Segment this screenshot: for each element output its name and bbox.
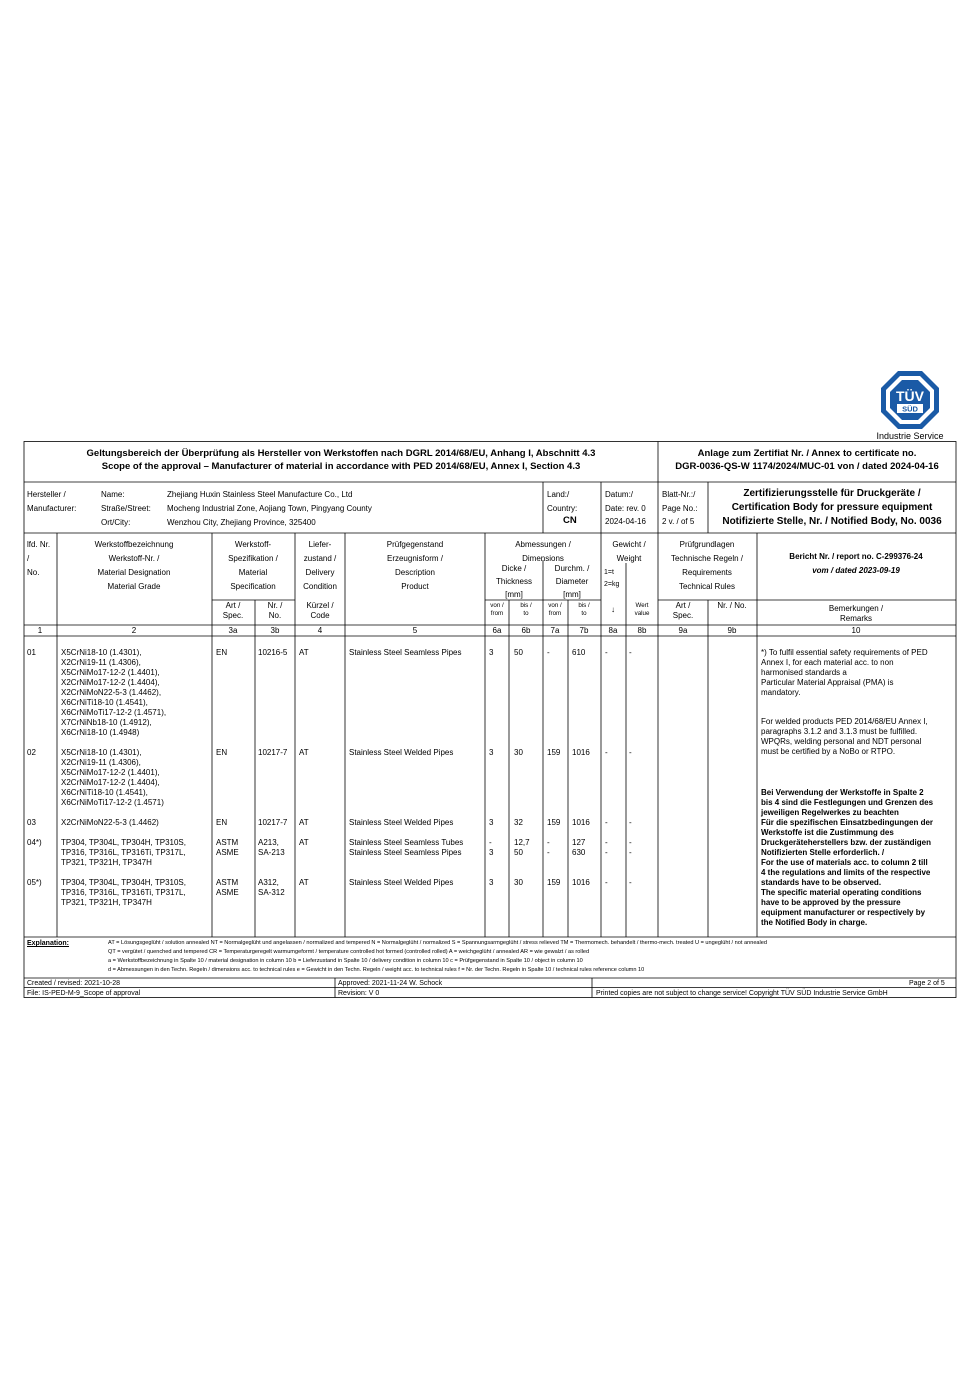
footer-page: Page 2 of 5 bbox=[909, 980, 945, 987]
row-diameter-to: 1016 bbox=[572, 748, 590, 757]
row-product: Stainless Steel Welded Pipes bbox=[349, 878, 454, 887]
manufacturer-field-labels: Name: Straße/Street: Ort/City: bbox=[101, 490, 151, 527]
header-lfd-nr: lfd. Nr. / No. bbox=[27, 540, 51, 577]
header-product: Prüfgegenstand Erzeugnisform / Description Product bbox=[386, 540, 444, 591]
row-spec-art: EN bbox=[216, 818, 228, 827]
row-no: 04*) bbox=[27, 838, 42, 847]
colnum: 7a bbox=[550, 626, 560, 635]
annex-line1: Anlage zum Zertifiat Nr. / Annex to certificate no. bbox=[697, 448, 917, 459]
row-thickness-from: 3 bbox=[489, 818, 494, 827]
row-spec-art: ASTM ASME bbox=[216, 838, 239, 857]
row-material: TP304, TP304L, TP304H, TP310S, TP316, TP316L, TP316Ti, TP317L, TP321, TP321H, TP347H bbox=[61, 878, 186, 907]
logo-caption: Industrie Service bbox=[876, 431, 944, 441]
header-specification: Werkstoff- Spezifikation / Material Specification bbox=[228, 540, 278, 591]
row-diameter-to: 1016 bbox=[572, 818, 590, 827]
row-spec-nr: A312, SA-312 bbox=[258, 878, 285, 897]
row-thickness-from: 3 bbox=[489, 878, 494, 887]
explanation-label: Explanation: bbox=[27, 940, 70, 947]
row-delivery-code: AT bbox=[299, 748, 309, 757]
colnum: 8b bbox=[637, 626, 647, 635]
explanation-line: AT = Lösungsgeglüht / solution annealed NT = Normalgeglüht und angelassen / normalized and tempered N = Normalgeglüht / normalized S = Spannungsarmgeglüht / stress relieved TM = Thermomech. behandelt / thermo-mech. treated U = ungeglüht / not annealed bbox=[108, 940, 768, 946]
country-value: CN bbox=[563, 515, 577, 526]
colnum: 10 bbox=[851, 626, 861, 635]
footer-created: Created / revised: 2021-10-28 bbox=[27, 980, 120, 987]
row-delivery-code: AT bbox=[299, 648, 309, 657]
row-no: 01 bbox=[27, 648, 36, 657]
row-delivery-code: AT bbox=[299, 838, 309, 847]
header-thickness: Dicke / Thickness [mm] bbox=[495, 564, 533, 599]
row-thickness-to: 30 bbox=[514, 878, 523, 887]
row-thickness-to: 50 bbox=[514, 648, 523, 657]
header-diameter-to: bis / to bbox=[578, 602, 590, 617]
page-value: 2 v. / of 5 bbox=[662, 517, 695, 526]
header-report-date: vom / dated 2023-09-19 bbox=[812, 566, 900, 575]
header-spec-nr: Nr. / No. bbox=[267, 601, 283, 620]
colnum: 3b bbox=[270, 626, 280, 635]
explanation-line: a = Werkstoffbezeichnung in Spalte 10 / material designation in column 10 b = Lieferzustand in Spalte 10 / delivery condition in column 10 c = Prüfgegenstand in Spalte 10 / object in column 10 bbox=[108, 958, 583, 964]
row-no: 05*) bbox=[27, 878, 42, 887]
row-weight-unit: - bbox=[605, 748, 608, 757]
header-delivery-code: Kürzel / Code bbox=[306, 601, 334, 620]
footer-revision: Revision: V 0 bbox=[338, 989, 380, 997]
row-delivery-code: AT bbox=[299, 818, 309, 827]
page-label: Blatt-Nr.:/ Page No.: bbox=[662, 490, 698, 513]
footer-copyright: Printed copies are not subject to change service! Copyright TÜV SÜD Industrie Service GmbH bbox=[596, 989, 888, 997]
row-thickness-to: 30 bbox=[514, 748, 523, 757]
row-weight-unit: - bbox=[605, 878, 608, 887]
title-de: Geltungsbereich der Überprüfung als Hersteller von Werkstoffen nach DGRL 2014/68/EU, Anhang I, Abschnitt 4.3 bbox=[86, 448, 596, 459]
colnum: 8a bbox=[608, 626, 618, 635]
header-remarks: Bemerkungen / Remarks bbox=[828, 604, 884, 623]
row-material: X5CrNi18-10 (1.4301), X2CrNi19-11 (1.4306), X5CrNiMo17-12-2 (1.4401), X2CrNiMo17-12-2 (1.4404), X2CrNiMoN22-5-3 (1.4462), X6CrNiTi18-10 (1.4541), X6CrNiMoTi17-12-2 (1.4571), X7CrNiNb18-10 (1.4912), X6CrNi18-10 (1.4948) bbox=[61, 648, 167, 737]
row-weight-value: - bbox=[629, 748, 632, 757]
row-weight-unit: - bbox=[605, 818, 608, 827]
row-diameter-from: - - bbox=[547, 838, 550, 857]
manufacturer-label: Hersteller / Manufacturer: bbox=[27, 490, 77, 513]
header-thickness-to: bis / to bbox=[520, 602, 532, 617]
colnum: 7b bbox=[579, 626, 589, 635]
row-spec-nr: 10217-7 bbox=[258, 748, 288, 757]
footer-approved: Approved: 2021-11-24 W. Schock bbox=[338, 980, 443, 987]
colnum: 6a bbox=[492, 626, 502, 635]
row-thickness-from: 3 bbox=[489, 748, 494, 757]
footer-file: File: IS-PED-M-9_Scope of approval bbox=[27, 989, 141, 997]
row-diameter-to: 610 bbox=[572, 648, 586, 657]
row-diameter-from: 159 bbox=[547, 748, 561, 757]
colnum: 3a bbox=[228, 626, 238, 635]
date-value: 2024-04-16 bbox=[605, 517, 646, 526]
row-thickness-from: 3 bbox=[489, 648, 494, 657]
header-rules-art: Art / Spec. bbox=[672, 601, 694, 620]
row-weight-unit: - - bbox=[605, 838, 608, 857]
logo-sub: SÜD bbox=[902, 404, 918, 414]
row-thickness-from: - 3 bbox=[489, 838, 494, 857]
row-spec-nr: 10217-7 bbox=[258, 818, 288, 827]
header-weight-unit: 1=t 2=kg bbox=[604, 569, 620, 588]
row-weight-value: - - bbox=[629, 838, 632, 857]
colnum: 6b bbox=[521, 626, 531, 635]
row-diameter-to: 1016 bbox=[572, 878, 590, 887]
colnum: 9b bbox=[727, 626, 737, 635]
header-weight-arrow: ↓ bbox=[611, 605, 615, 614]
row-no: 03 bbox=[27, 818, 36, 827]
row-weight-unit: - bbox=[605, 648, 608, 657]
header-dimensions: Abmessungen / Dimensions bbox=[515, 540, 571, 563]
title-en: Scope of the approval – Manufacturer of material in accordance with PED 2014/68/EU, Annex I, Section 4.3 bbox=[101, 461, 581, 472]
header-delivery: Liefer- zustand / Delivery Condition bbox=[303, 540, 337, 591]
header-spec-art: Art / Spec. bbox=[222, 601, 244, 620]
header-material: Werkstoffbezeichnung Werkstoff-Nr. / Material Designation Material Grade bbox=[94, 540, 174, 591]
certification-body: Zertifizierungsstelle für Druckgeräte / Certification Body for pressure equipment Notifizierte Stelle, Nr. / Notified Body, No. 0036 bbox=[722, 488, 942, 527]
row-no: 02 bbox=[27, 748, 36, 757]
row-spec-art: ASTM ASME bbox=[216, 878, 239, 897]
row-product: Stainless Steel Welded Pipes bbox=[349, 818, 454, 827]
row-diameter-to: 127 630 bbox=[572, 838, 586, 857]
row-material: X2CrNiMoN22-5-3 (1.4462) bbox=[61, 818, 159, 827]
country-label: Land:/ Country: bbox=[547, 490, 578, 513]
row-product: Stainless Steel Welded Pipes bbox=[349, 748, 454, 757]
header-diameter-from: von / from bbox=[548, 602, 562, 617]
row-product: Stainless Steel Seamless Pipes bbox=[349, 648, 462, 657]
row-weight-value: - bbox=[629, 648, 632, 657]
colnum: 4 bbox=[317, 626, 323, 635]
header-weight: Gewicht / Weight bbox=[612, 540, 646, 563]
row-diameter-from: 159 bbox=[547, 818, 561, 827]
header-rules-nr: Nr. / No. bbox=[717, 601, 747, 610]
explanation-line: QT = vergütet / quenched and tempered CR = Temperaturgeregelt warmumgeformt / temperature controlled hot formed (controlled rolled) A = weichgeglüht / annealed AR = wie gewalzt / as rolled bbox=[108, 949, 590, 955]
colnum: 2 bbox=[131, 626, 137, 635]
row-weight-value: - bbox=[629, 878, 632, 887]
row-diameter-from: - bbox=[547, 648, 550, 657]
manufacturer-values: Zhejiang Huxin Stainless Steel Manufacture Co., Ltd Mocheng Industrial Zone, Aojiang Town, Pingyang County Wenzhou City, Zhejiang Province, 325400 bbox=[167, 490, 372, 527]
row-spec-art: EN bbox=[216, 748, 228, 757]
row-spec-nr: 10216-5 bbox=[258, 648, 288, 657]
row-delivery-code: AT bbox=[299, 878, 309, 887]
colnum: 1 bbox=[37, 626, 43, 635]
row-product: Stainless Steel Seamless Tubes Stainless Steel Seamless Pipes bbox=[349, 838, 464, 857]
header-diameter: Durchm. / Diameter [mm] bbox=[554, 564, 590, 599]
remark-pma: *) To fulfil essential safety requirements of PED Annex I, for each material acc. to non harmonised standards a Particular Material Appraisal (PMA) is mandatory. bbox=[761, 648, 928, 697]
remark-welded: For welded products PED 2014/68/EU Annex I, paragraphs 3.1.2 and 3.1.3 must be fulfilled. WPQRs, welding personal and NDT personal must be certified by a NoBo or RTPO. bbox=[761, 717, 928, 756]
colnum: 5 bbox=[412, 626, 418, 635]
header-thickness-from: von / from bbox=[490, 602, 504, 617]
row-material: TP304, TP304L, TP304H, TP310S, TP316, TP316L, TP316Ti, TP317L, TP321, TP321H, TP347H bbox=[61, 838, 186, 867]
remark-conditions: Bei Verwendung der Werkstoffe in Spalte 2 bis 4 sind die Festlegungen und Grenzen des jeweiligen Regelwerkes zu beachten Für die spezifischen Einsatzbedingungen der Werkstoffe ist die Zustimmung des Druckgeräteherstellers bzw. der zuständigen Notifizierten Stelle erforderlich. / For the use of materials acc. to column 2 till 4 the regulations and limits of the respective standards have to be observed. The specific material operating conditions have to be approved by the pressure equipment manufacturer or respectively by the Notified Body in charge. bbox=[761, 788, 934, 927]
header-report-no: Bericht Nr. / report no. C-299376-24 bbox=[789, 552, 923, 561]
row-spec-nr: A213, SA-213 bbox=[258, 838, 285, 857]
colnum: 9a bbox=[678, 626, 688, 635]
annex-line2: DGR-0036-QS-W 1174/2024/MUC-01 von / dated 2024-04-16 bbox=[675, 461, 939, 472]
row-material: X5CrNi18-10 (1.4301), X2CrNi19-11 (1.4306), X5CrNiMo17-12-2 (1.4401), X2CrNiMo17-12-2 (1.4404), X6CrNiTi18-10 (1.4541), X6CrNiMoTi17-12-2 (1.4571) bbox=[61, 748, 164, 807]
row-diameter-from: 159 bbox=[547, 878, 561, 887]
explanation-line: d = Abmessungen in den Techn. Regeln / dimensions acc. to technical rules e = Gewicht in den Techn. Regeln / weight acc. to technical rules f = Nr. der Techn. Regeln in Spalte 10 / technical rules reference column 10 bbox=[108, 967, 645, 973]
row-thickness-to: 32 bbox=[514, 818, 523, 827]
header-weight-value: Wert value bbox=[634, 602, 650, 617]
date-label: Datum:/ Date: rev. 0 bbox=[605, 490, 646, 513]
row-spec-art: EN bbox=[216, 648, 228, 657]
logo-text: TÜV bbox=[896, 388, 924, 404]
header-technical-rules: Prüfgrundlagen Technische Regeln / Requirements Technical Rules bbox=[670, 540, 744, 591]
row-thickness-to: 12,7 50 bbox=[514, 838, 530, 857]
row-weight-value: - bbox=[629, 818, 632, 827]
